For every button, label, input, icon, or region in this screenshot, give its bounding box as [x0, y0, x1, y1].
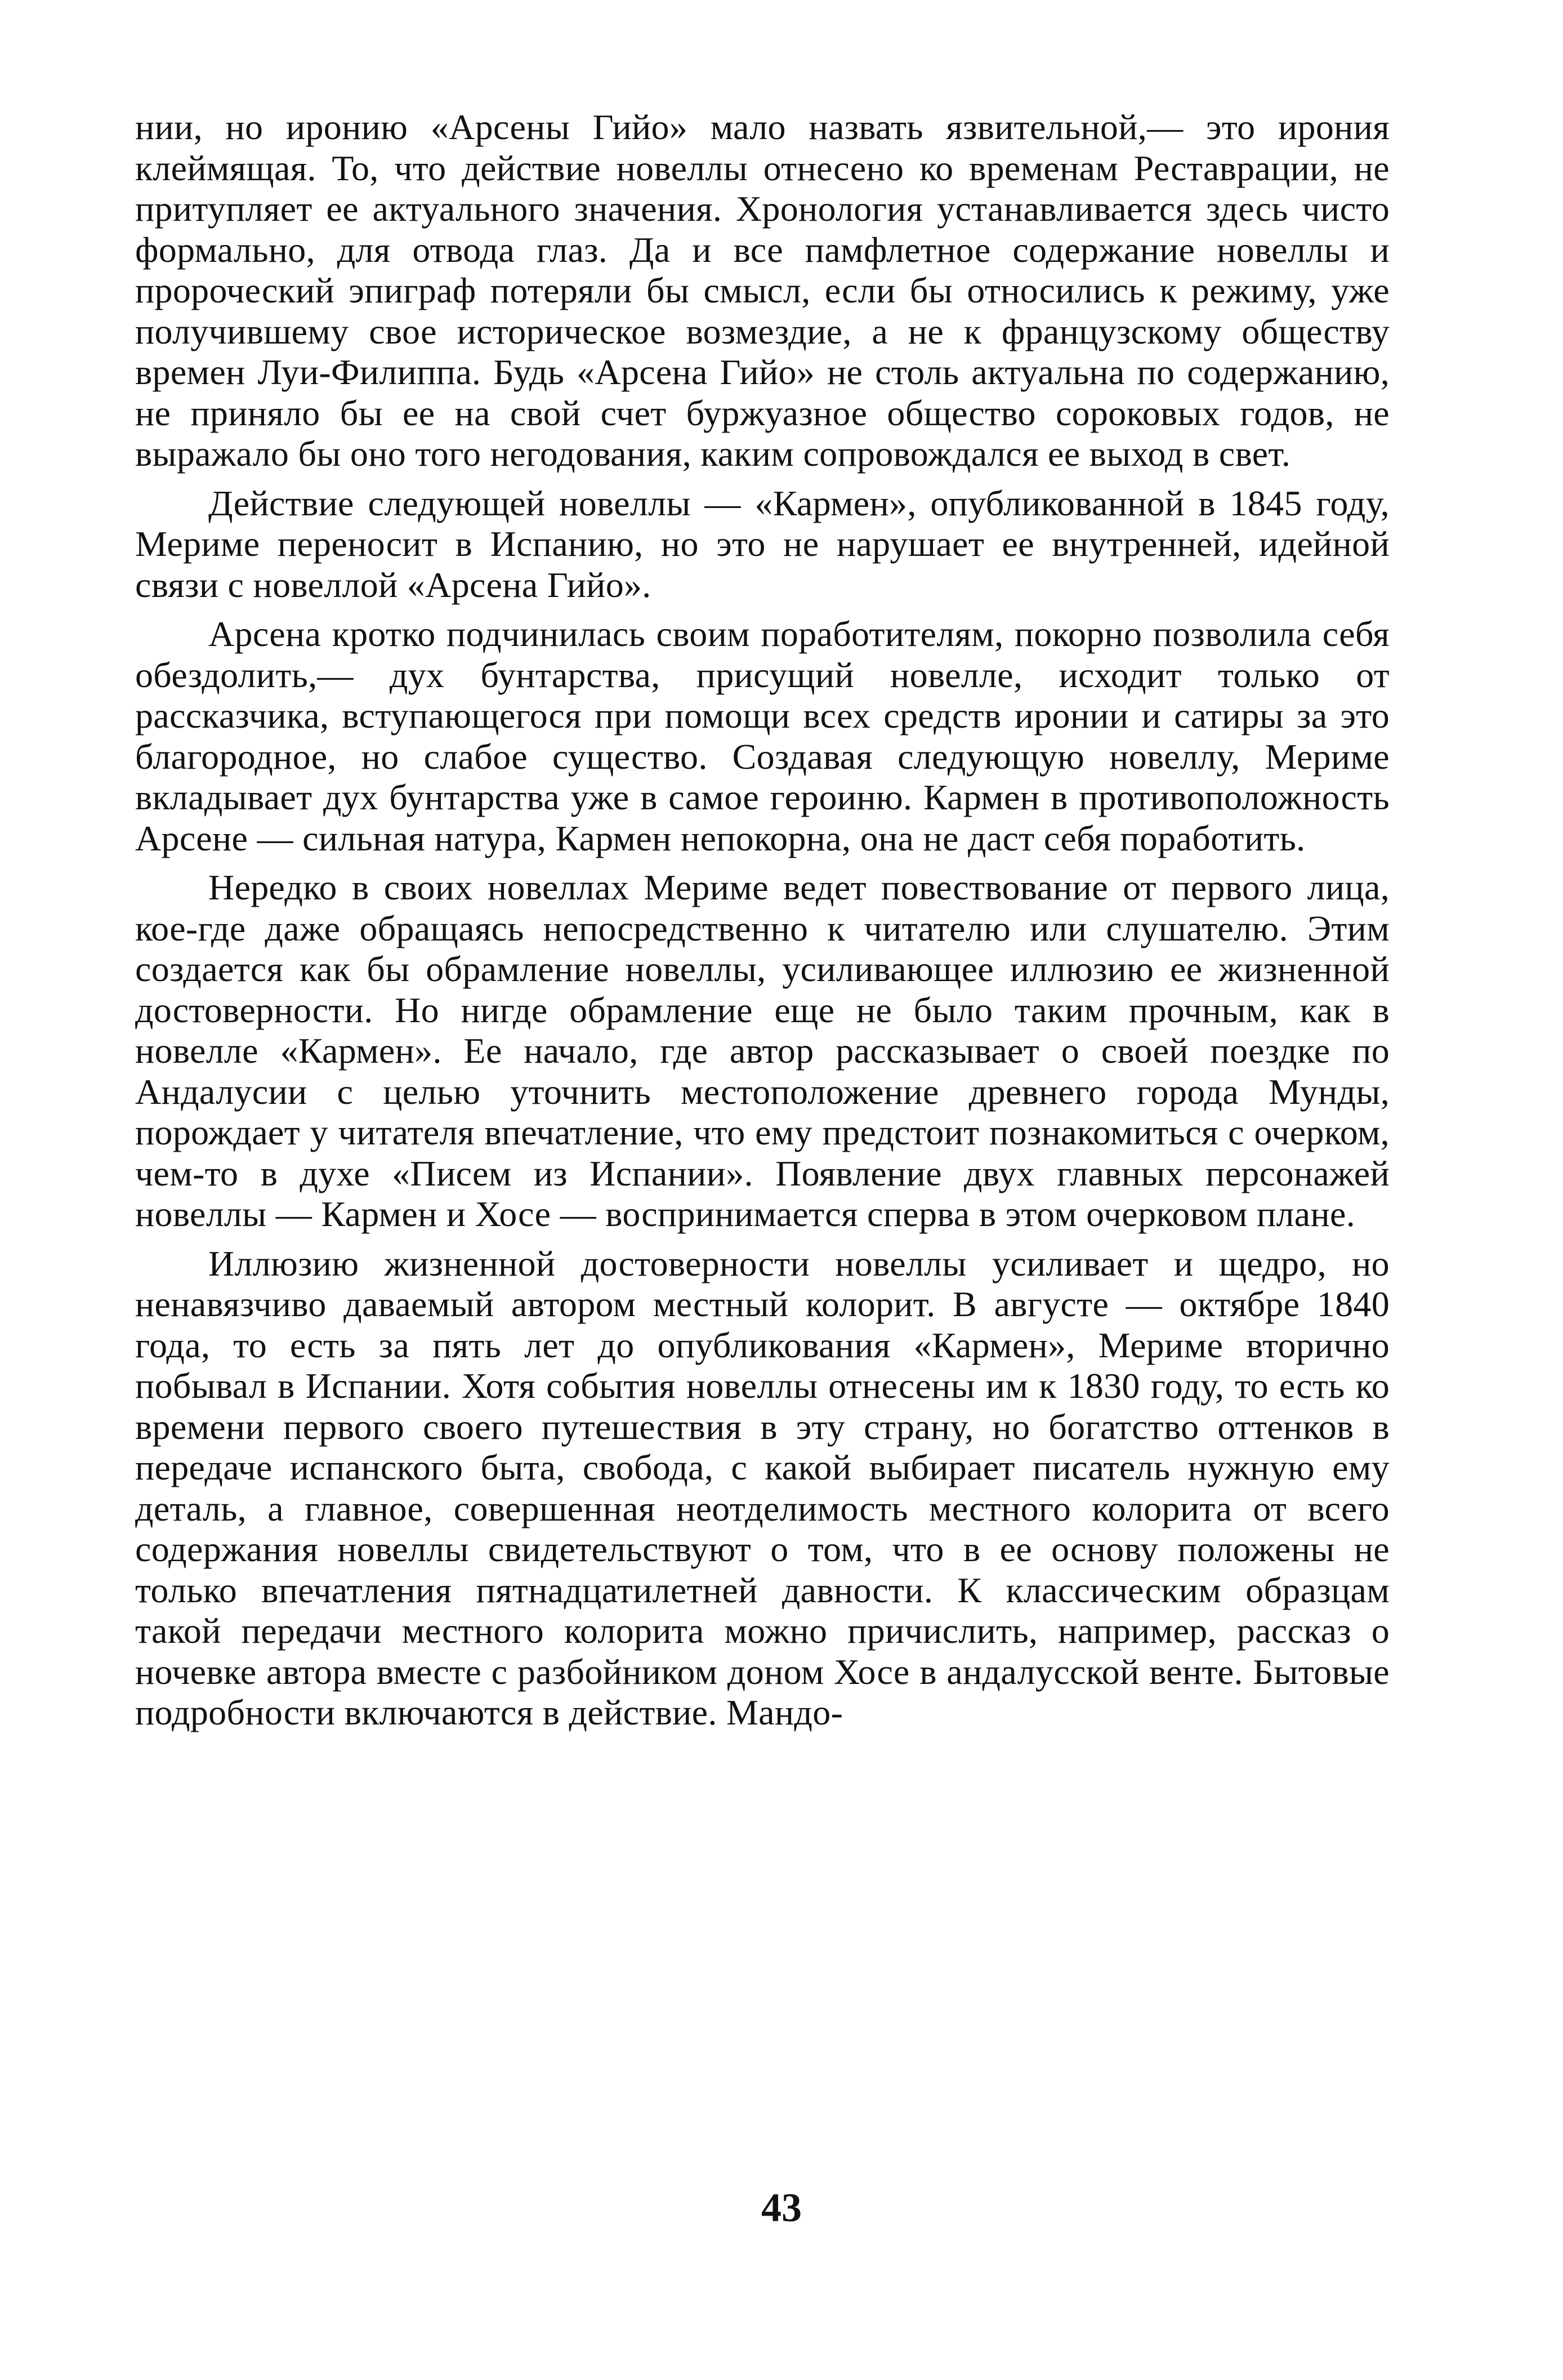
paragraph-2: Действие следующей новеллы — «Кармен», опубликованной в 1845 году, Мериме переносит в Испанию, но это не нарушает ее внутренней, идейной связи с новеллой «Арсена Гийо». [135, 483, 1390, 605]
paragraph-3: Арсена кротко подчинилась своим поработителям, покорно позволила себя обездолить,— дух бунтарства, присущий новелле, исходит только от рассказчика, вступающегося при помощи всех средств иронии и сатиры за это благородное, но слабое существо. Создавая следующую новеллу, Мериме вкладывает дух бунтарства уже в самое героиню. Кармен в противоположность Арсене — сильная натура, Кармен непокорна, она не даст себя поработить. [135, 614, 1390, 858]
paragraph-4: Нередко в своих новеллах Мериме ведет повествование от первого лица, кое-где даже обращаясь непосредственно к читателю или слушателю. Этим создается как бы обрамление новеллы, усиливающее иллюзию ее жизненной достоверности. Но нигде обрамление еще не было таким прочным, как в новелле «Кармен». Ее начало, где автор рассказывает о своей поездке по Андалусии с целью уточнить местоположение древнего города Мунды, порождает у читателя впечатление, что ему предстоит познакомиться с очерком, чем-то в духе «Писем из Испании». Появление двух главных персонажей новеллы — Кармен и Хосе — воспринимается сперва в этом очерковом плане. [135, 867, 1390, 1234]
paragraph-1: нии, но иронию «Арсены Гийо» мало назвать язвительной,— это ирония клеймящая. То, что действие новеллы отнесено ко временам Реставрации, не притупляет ее актуального значения. Хронология устанавливается здесь чисто формально, для отвода глаз. Да и все памфлетное содержание новеллы и пророческий эпиграф потеряли бы смысл, если бы относились к режиму, уже получившему свое историческое возмездие, а не к французскому обществу времен Луи-Филиппа. Будь «Арсена Гийо» не столь актуальна по содержанию, не приняло бы ее на свой счет буржуазное общество сороковых годов, не выражало бы оно того негодования, каким сопровождался ее выход в свет. [135, 107, 1390, 474]
paragraph-5: Иллюзию жизненной достоверности новеллы усиливает и щедро, но ненавязчиво даваемый автором местный колорит. В августе — октябре 1840 года, то есть за пять лет до опубликования «Кармен», Мериме вторично побывал в Испании. Хотя события новеллы отнесены им к 1830 году, то есть ко времени первого своего путешествия в эту страну, но богатство оттенков в передаче испанского быта, свобода, с какой выбирает писатель нужную ему деталь, а главное, совершенная неотделимость местного колорита от всего содержания новеллы свидетельствуют о том, что в ее основу положены не только впечатления пятнадцатилетней давности. К классическим образцам такой передачи местного колорита можно причислить, например, рассказ о ночевке автора вместе с разбойником доном Хосе в андалусской венте. Бытовые подробности включаются в действие. Мандо- [135, 1243, 1390, 1732]
page-number: 43 [761, 2185, 802, 2230]
body-text [135, 107, 1390, 1733]
